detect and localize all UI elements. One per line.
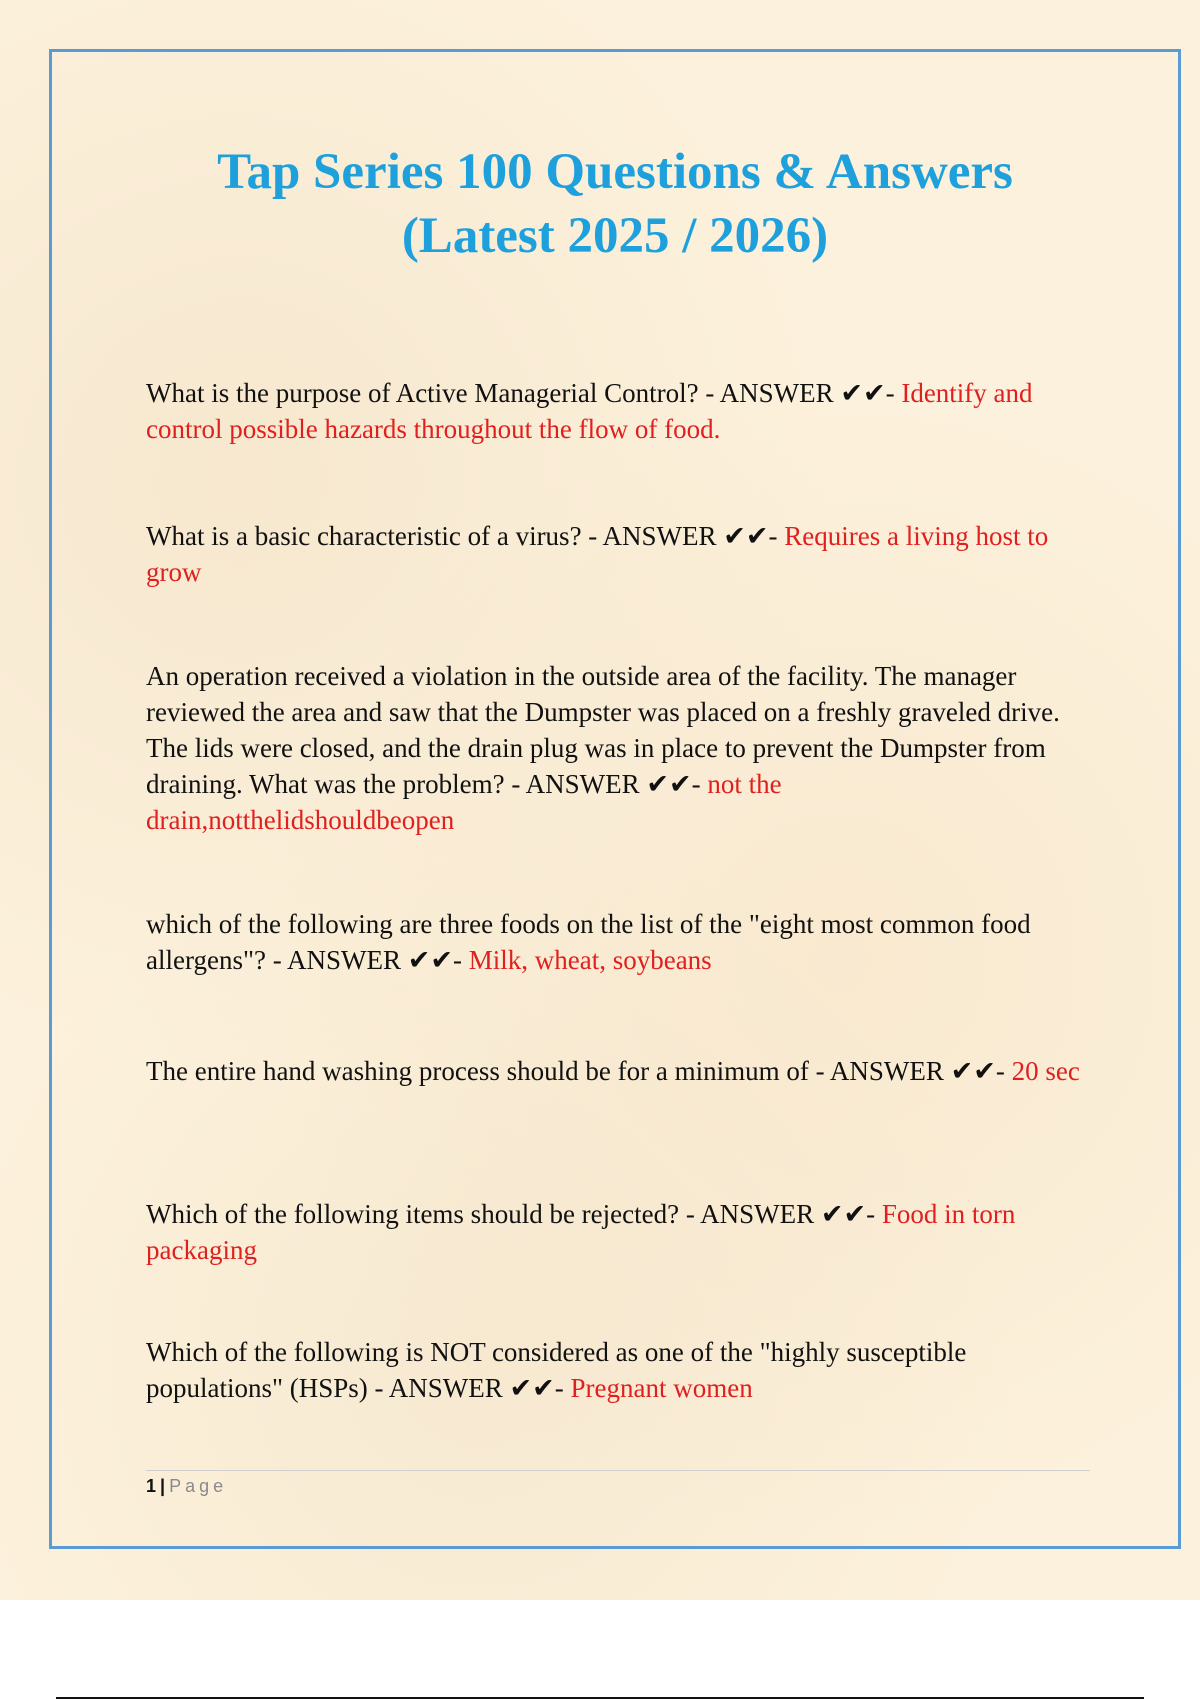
- qa-item: [146, 1334, 1096, 1406]
- question-text: The entire hand washing process should be for a minimum of - ANSWER ✔✔-: [146, 1056, 1012, 1086]
- title-line-1: Tap Series 100 Questions & Answers: [217, 144, 1013, 200]
- document-title: [49, 140, 1181, 268]
- answer-text: Requires a living host to grow: [146, 521, 1049, 587]
- page-label: Page: [169, 1476, 228, 1496]
- answer-text: Food in torn packaging: [146, 1199, 1016, 1265]
- qa-item: [146, 1053, 1096, 1089]
- title-line-2: (Latest 2025 / 2026): [401, 208, 829, 264]
- qa-item: [146, 906, 1096, 978]
- answer-text: Pregnant women: [570, 1373, 753, 1403]
- page-number: 1: [146, 1476, 157, 1496]
- question-text: Which of the following items should be rejected? - ANSWER ✔✔-: [146, 1199, 882, 1229]
- qa-item: [146, 375, 1096, 447]
- answer-text: 20 sec: [1011, 1056, 1080, 1086]
- qa-item: [146, 658, 1096, 838]
- qa-item: [146, 518, 1096, 590]
- answer-text: Milk, wheat, soybeans: [468, 945, 712, 975]
- page-footer: [146, 1474, 227, 1498]
- question-text: What is the purpose of Active Managerial Control? - ANSWER ✔✔-: [146, 378, 902, 408]
- answer-text: not the drain,notthelidshouldbeopen: [146, 769, 782, 835]
- answer-text: Identify and control possible hazards throughout the flow of food.: [146, 378, 1033, 444]
- question-text: which of the following are three foods on the list of the "eight most common food allergens"? - ANSWER ✔✔-: [146, 909, 1031, 975]
- qa-item: [146, 1196, 1096, 1268]
- footer-divider: [146, 1470, 1090, 1471]
- question-text: An operation received a violation in the outside area of the facility. The manager reviewed the area and saw that the Dumpster was placed on a freshly graveled drive. The lids were closed, and the drain plug was in place to prevent the Dumpster from draining. What was the problem? - ANSWER ✔✔-: [146, 661, 1060, 799]
- footer-separator: |: [160, 1476, 166, 1496]
- question-text: What is a basic characteristic of a virus? - ANSWER ✔✔-: [146, 521, 785, 551]
- question-text: Which of the following is NOT considered as one of the "highly susceptible populations" (HSPs) - ANSWER ✔✔-: [146, 1337, 967, 1403]
- bottom-rule: [56, 1697, 1144, 1699]
